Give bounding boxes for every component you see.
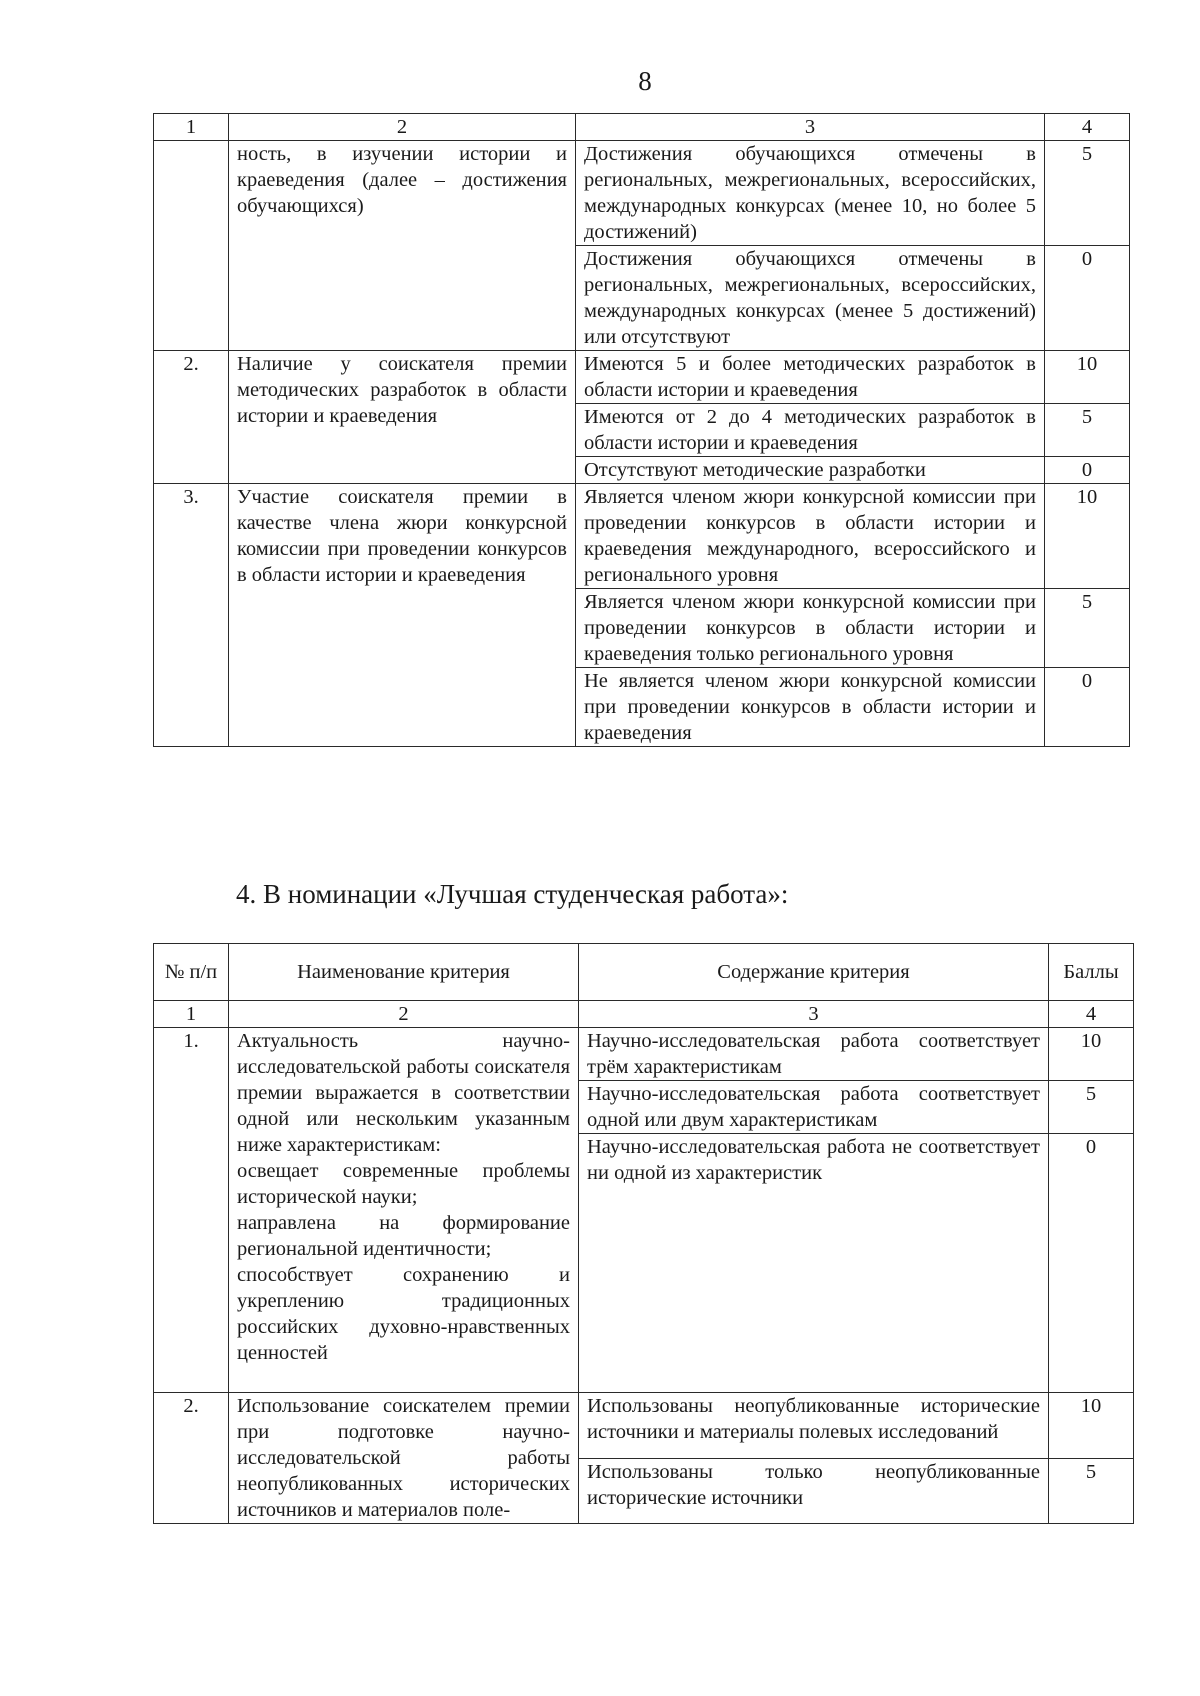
column-number: 2 [229,114,576,141]
criteria-table-student-work [153,943,1134,1524]
column-number: 1 [154,114,229,141]
criterion-points: 0 [1045,457,1130,484]
criterion-number: 3. [154,484,229,747]
criterion-points: 5 [1049,1458,1134,1524]
criterion-content: Является членом жюри конкурсной комиссии при проведении конкурсов в области истории и краеведения международного, всероссийского и регионального уровня [576,484,1045,589]
criterion-points: 0 [1045,668,1130,747]
characteristic-item: направлена на формирование региональной идентичности; [237,1212,570,1260]
criteria-table-continued [153,113,1130,747]
header-content: Содержание критерия [579,944,1049,1001]
table-row [154,484,1130,589]
column-number: 3 [579,1001,1049,1028]
characteristic-item: освещает современные проблемы исторической науки; [237,1160,570,1208]
criterion-content: Использованы неопубликованные исторические источники и материалы полевых исследований [579,1393,1049,1459]
criterion-points: 5 [1045,141,1130,246]
characteristic-item: способствует сохранению и укреплению традиционных российских духовно-нравственных ценностей [237,1264,570,1364]
criterion-points: 10 [1045,351,1130,404]
criterion-content: Является членом жюри конкурсной комиссии при проведении конкурсов в области истории и краеведения только регионального уровня [576,589,1045,668]
criterion-points: 5 [1049,1081,1134,1134]
criterion-name-cell [229,1028,579,1393]
criterion-points: 0 [1045,246,1130,351]
criterion-content: Имеются от 2 до 4 методических разработок в области истории и краеведения [576,404,1045,457]
criterion-content: Отсутствуют методические разработки [576,457,1045,484]
criterion-content: Имеются 5 и более методических разработок в области истории и краеведения [576,351,1045,404]
table-row [154,1028,1134,1081]
criterion-number: 2. [154,351,229,484]
criterion-name: Использование соискателем премии при подготовке научно-исследовательской работы неопубликованных исторических источников и материалов поле- [229,1393,579,1524]
column-number: 3 [576,114,1045,141]
criterion-content: Научно-исследовательская работа соответствует одной или двум характеристикам [579,1081,1049,1134]
criterion-content: Достижения обучающихся отмечены в региональных, межрегиональных, всероссийских, международных конкурсах (менее 5 достижений) или отсутствуют [576,246,1045,351]
criterion-points: 5 [1045,589,1130,668]
header-number: № п/п [154,944,229,1001]
criterion-name: Актуальность научно-исследовательской работы соискателя премии выражается в соответствии одной или нескольким указанным ниже характеристикам: [237,1030,570,1156]
criterion-name: ность, в изучении истории и краеведения (далее – достижения обучающихся) [229,141,576,351]
table-row [154,141,1130,246]
criterion-points: 0 [1049,1134,1134,1393]
criterion-number [154,141,229,351]
column-number: 2 [229,1001,579,1028]
criterion-name: Наличие у соискателя премии методических разработок в области истории и краеведения [229,351,576,484]
criterion-content: Научно-исследовательская работа не соответствует ни одной из характеристик [579,1134,1049,1393]
column-number: 1 [154,1001,229,1028]
criterion-content: Не является членом жюри конкурсной комиссии при проведении конкурсов в области истории и краеведения [576,668,1045,747]
header-row [154,944,1134,1001]
page-number: 8 [638,66,652,96]
table-row [154,1393,1134,1459]
column-number: 4 [1045,114,1130,141]
criterion-points: 10 [1049,1028,1134,1081]
header-name: Наименование критерия [229,944,579,1001]
section-heading: 4. В номинации «Лучшая студенческая работа»: [236,879,789,909]
criterion-content: Научно-исследовательская работа соответствует трём характеристикам [579,1028,1049,1081]
criterion-content: Использованы только неопубликованные исторические источники [579,1458,1049,1524]
column-numbers-row [154,114,1130,141]
criterion-number: 1. [154,1028,229,1393]
criterion-points: 10 [1049,1393,1134,1459]
criterion-points: 10 [1045,484,1130,589]
criterion-content: Достижения обучающихся отмечены в региональных, межрегиональных, всероссийских, международных конкурсах (менее 10, но более 5 достижений) [576,141,1045,246]
table-row [154,351,1130,404]
column-number: 4 [1049,1001,1134,1028]
column-numbers-row [154,1001,1134,1028]
criterion-number: 2. [154,1393,229,1524]
header-points: Баллы [1049,944,1134,1001]
criterion-points: 5 [1045,404,1130,457]
criterion-name: Участие соискателя премии в качестве члена жюри конкурсной комиссии при проведении конкурсов в области истории и краеведения [229,484,576,747]
